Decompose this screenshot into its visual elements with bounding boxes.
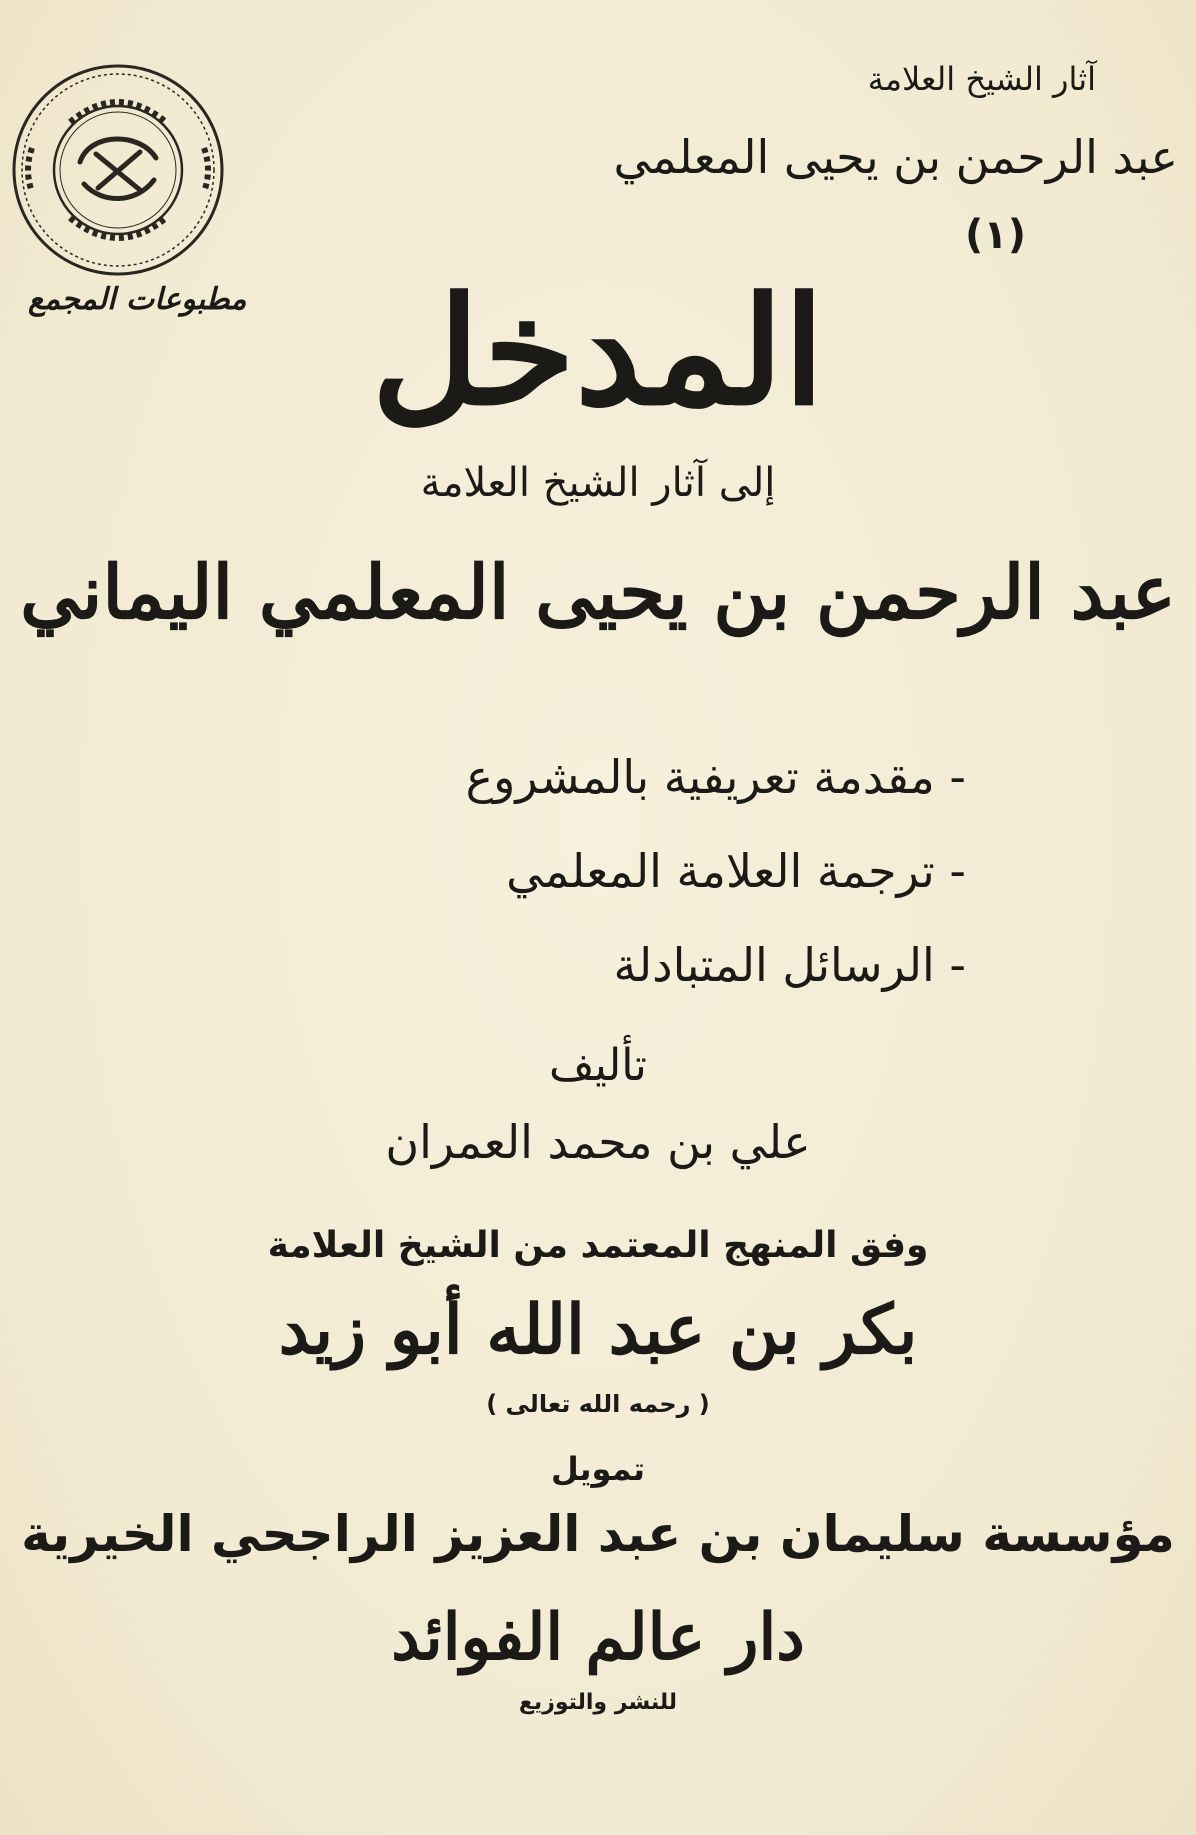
authorship-label: تأليف	[549, 1040, 647, 1091]
series-author: عبد الرحمن بن يحيى المعلمي	[613, 130, 1178, 184]
scholar-name: بكر بن عبد الله أبو زيد	[278, 1290, 918, 1370]
publisher-tagline: للنشر والتوزيع	[518, 1690, 678, 1715]
list-item: - مقدمة تعريفية بالمشروع	[465, 750, 966, 804]
publisher-name: دار عالم الفوائد	[391, 1600, 805, 1675]
book-subtitle: إلى آثار الشيخ العلامة	[420, 460, 776, 506]
seal-caption: مطبوعات المجمع	[28, 282, 247, 317]
list-item: - الرسائل المتبادلة	[613, 938, 966, 992]
methodology-line: وفق المنهج المعتمد من الشيخ العلامة	[267, 1225, 929, 1266]
list-item: - ترجمة العلامة المعلمي	[506, 844, 966, 898]
subject-author-name: عبد الرحمن بن يحيى المعلمي اليماني	[20, 550, 1176, 636]
academy-seal-icon	[10, 62, 226, 278]
series-title: آثار الشيخ العلامة	[867, 60, 1096, 98]
book-title: المدخل	[371, 264, 825, 438]
contents-list	[466, 750, 966, 1032]
volume-number: (١)	[965, 212, 1026, 258]
compiler-name: علي بن محمد العمران	[385, 1115, 811, 1169]
funding-foundation: مؤسسة سليمان بن عبد العزيز الراجحي الخيرية	[21, 1505, 1175, 1563]
funding-label: تمويل	[550, 1450, 646, 1488]
prayer-formula: ( رحمه الله تعالى )	[486, 1390, 710, 1418]
